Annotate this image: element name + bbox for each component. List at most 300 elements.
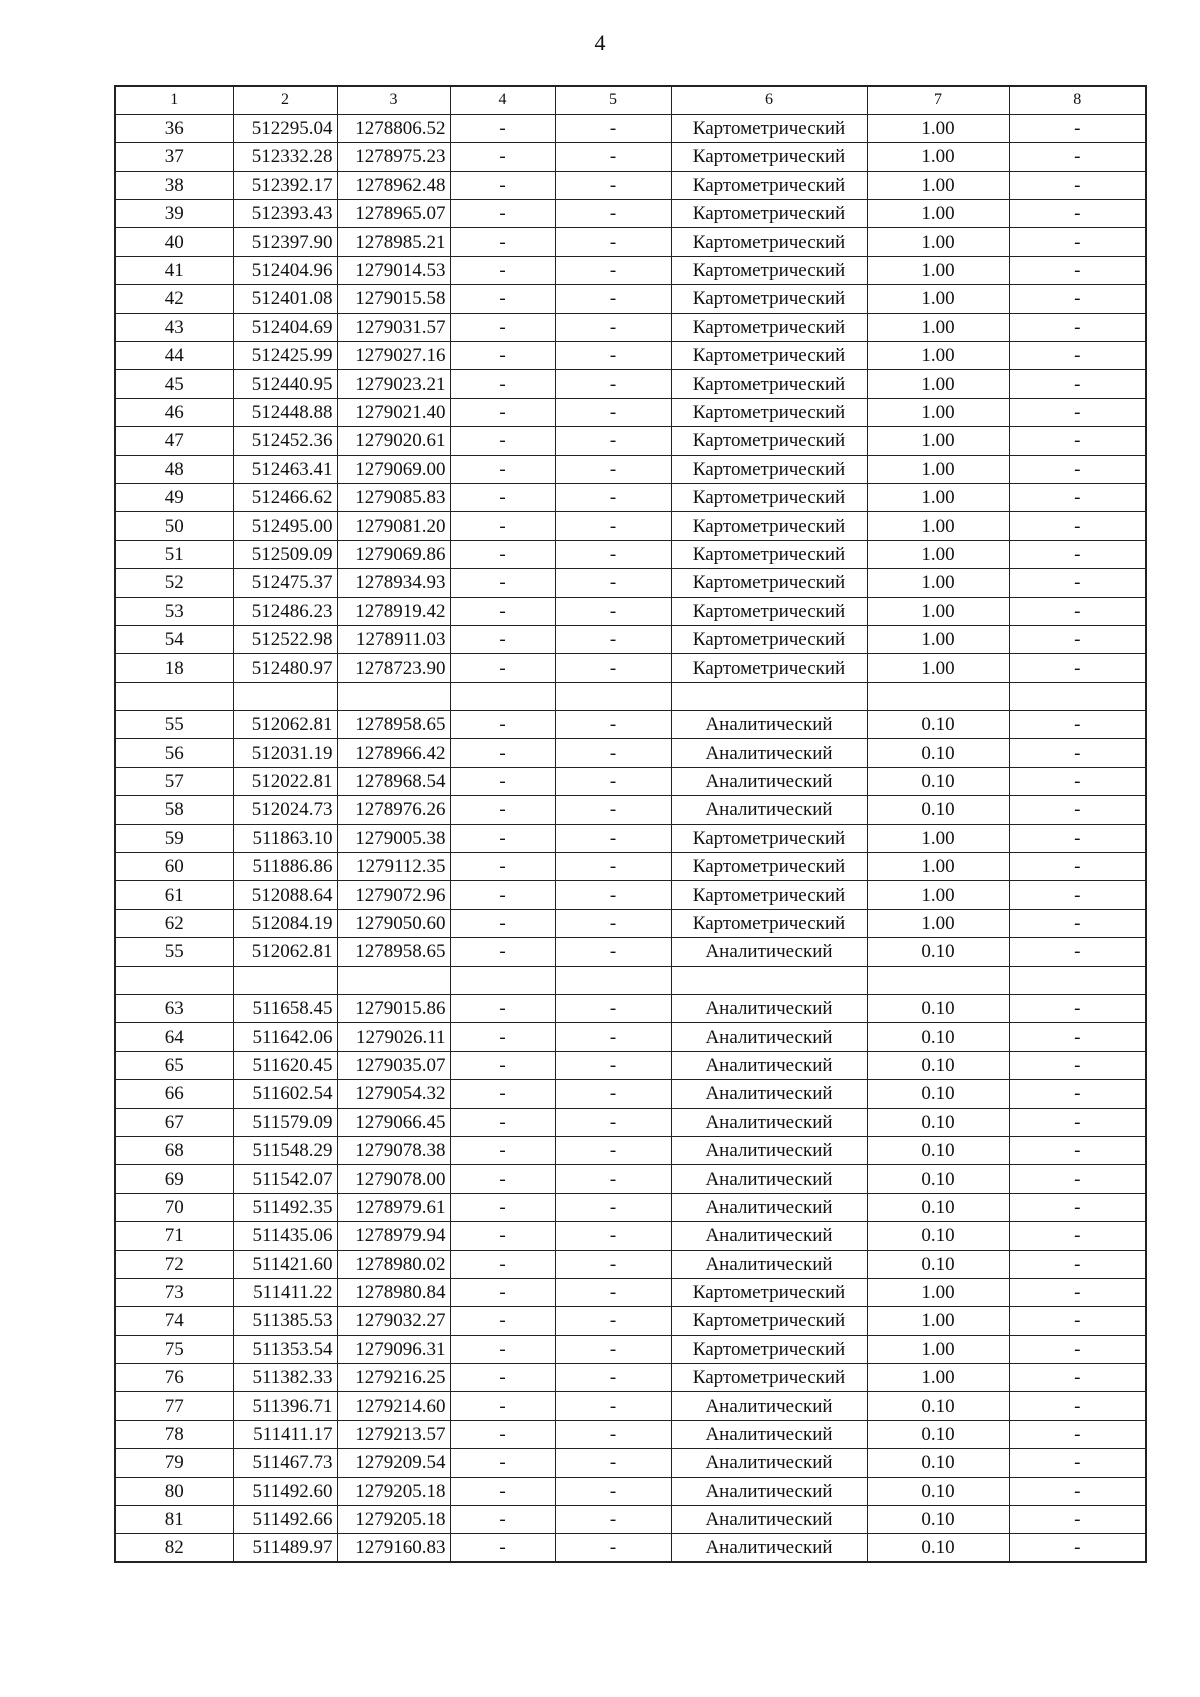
column-5-value-cell: -	[555, 512, 671, 540]
x-coordinate-cell: 512022.81	[233, 767, 337, 795]
method-cell	[671, 966, 867, 994]
column-5-value-cell: -	[555, 370, 671, 398]
x-coordinate-cell: 511382.33	[233, 1364, 337, 1392]
y-coordinate-cell: 1279096.31	[337, 1335, 450, 1363]
point-number-cell: 40	[115, 228, 233, 256]
point-number-cell: 47	[115, 427, 233, 455]
y-coordinate-cell: 1278975.23	[337, 143, 450, 171]
x-coordinate-cell: 511579.09	[233, 1108, 337, 1136]
column-4-value-cell: -	[450, 256, 555, 284]
x-coordinate-cell: 511492.35	[233, 1193, 337, 1221]
column-5-value-cell: -	[555, 1420, 671, 1448]
accuracy-cell: 0.10	[867, 1051, 1009, 1079]
column-8-value-cell: -	[1009, 1364, 1146, 1392]
y-coordinate-cell: 1278976.26	[337, 796, 450, 824]
y-coordinate-cell: 1279078.00	[337, 1165, 450, 1193]
column-5-value-cell	[555, 682, 671, 710]
accuracy-cell: 1.00	[867, 881, 1009, 909]
x-coordinate-cell: 511492.60	[233, 1477, 337, 1505]
column-8-value-cell: -	[1009, 1051, 1146, 1079]
table-row	[115, 540, 1146, 568]
accuracy-cell: 1.00	[867, 569, 1009, 597]
y-coordinate-cell: 1278985.21	[337, 228, 450, 256]
point-number-cell: 75	[115, 1335, 233, 1363]
y-coordinate-cell: 1278958.65	[337, 938, 450, 966]
table-row	[115, 1534, 1146, 1562]
y-coordinate-cell: 1278934.93	[337, 569, 450, 597]
accuracy-cell: 0.10	[867, 1250, 1009, 1278]
method-cell: Картометрический	[671, 171, 867, 199]
x-coordinate-cell: 511863.10	[233, 824, 337, 852]
table-row	[115, 711, 1146, 739]
column-5-value-cell: -	[555, 1051, 671, 1079]
method-cell: Аналитический	[671, 1477, 867, 1505]
point-number-cell: 65	[115, 1051, 233, 1079]
table-row	[115, 1165, 1146, 1193]
column-5-value-cell	[555, 966, 671, 994]
column-header: 4	[450, 86, 555, 114]
accuracy-cell: 0.10	[867, 1023, 1009, 1051]
accuracy-cell: 0.10	[867, 739, 1009, 767]
column-5-value-cell: -	[555, 313, 671, 341]
y-coordinate-cell: 1278919.42	[337, 597, 450, 625]
point-number-cell: 82	[115, 1534, 233, 1562]
page-number: 4	[594, 30, 606, 55]
accuracy-cell	[867, 966, 1009, 994]
column-8-value-cell: -	[1009, 995, 1146, 1023]
y-coordinate-cell: 1279085.83	[337, 483, 450, 511]
point-number-cell: 73	[115, 1278, 233, 1306]
column-8-value-cell: -	[1009, 228, 1146, 256]
column-4-value-cell: -	[450, 1136, 555, 1164]
point-number-cell: 45	[115, 370, 233, 398]
column-8-value-cell: -	[1009, 370, 1146, 398]
column-8-value-cell: -	[1009, 540, 1146, 568]
point-number-cell: 81	[115, 1506, 233, 1534]
accuracy-cell: 1.00	[867, 200, 1009, 228]
y-coordinate-cell: 1279069.86	[337, 540, 450, 568]
point-number-cell: 48	[115, 455, 233, 483]
x-coordinate-cell: 511886.86	[233, 853, 337, 881]
column-5-value-cell: -	[555, 1193, 671, 1221]
column-5-value-cell: -	[555, 739, 671, 767]
table-row	[115, 654, 1146, 682]
column-5-value-cell: -	[555, 597, 671, 625]
y-coordinate-cell: 1278968.54	[337, 767, 450, 795]
y-coordinate-cell: 1279035.07	[337, 1051, 450, 1079]
y-coordinate-cell: 1279216.25	[337, 1364, 450, 1392]
y-coordinate-cell: 1278980.84	[337, 1278, 450, 1306]
method-cell: Аналитический	[671, 796, 867, 824]
table-row	[115, 1449, 1146, 1477]
column-5-value-cell: -	[555, 1108, 671, 1136]
column-5-value-cell: -	[555, 1392, 671, 1420]
column-8-value-cell: -	[1009, 909, 1146, 937]
table-row	[115, 739, 1146, 767]
column-8-value-cell: -	[1009, 739, 1146, 767]
column-8-value-cell: -	[1009, 597, 1146, 625]
accuracy-cell: 0.10	[867, 796, 1009, 824]
column-8-value-cell: -	[1009, 200, 1146, 228]
column-8-value-cell: -	[1009, 1080, 1146, 1108]
point-number-cell: 62	[115, 909, 233, 937]
y-coordinate-cell: 1278979.94	[337, 1222, 450, 1250]
column-5-value-cell: -	[555, 143, 671, 171]
column-4-value-cell: -	[450, 1051, 555, 1079]
table-row	[115, 909, 1146, 937]
x-coordinate-cell: 511492.66	[233, 1506, 337, 1534]
column-4-value-cell: -	[450, 398, 555, 426]
column-5-value-cell: -	[555, 1023, 671, 1051]
point-number-cell: 76	[115, 1364, 233, 1392]
column-4-value-cell: -	[450, 143, 555, 171]
method-cell: Картометрический	[671, 256, 867, 284]
column-5-value-cell: -	[555, 114, 671, 142]
x-coordinate-cell: 512088.64	[233, 881, 337, 909]
point-number-cell: 49	[115, 483, 233, 511]
column-8-value-cell: -	[1009, 1023, 1146, 1051]
y-coordinate-cell: 1279005.38	[337, 824, 450, 852]
y-coordinate-cell: 1279160.83	[337, 1534, 450, 1562]
accuracy-cell: 1.00	[867, 171, 1009, 199]
column-8-value-cell: -	[1009, 1250, 1146, 1278]
x-coordinate-cell: 511385.53	[233, 1307, 337, 1335]
method-cell: Картометрический	[671, 1335, 867, 1363]
column-4-value-cell: -	[450, 853, 555, 881]
table-row	[115, 1278, 1146, 1306]
point-number-cell: 51	[115, 540, 233, 568]
column-4-value-cell: -	[450, 1278, 555, 1306]
point-number-cell: 69	[115, 1165, 233, 1193]
method-cell: Аналитический	[671, 1193, 867, 1221]
table-row	[115, 114, 1146, 142]
column-8-value-cell: -	[1009, 1477, 1146, 1505]
y-coordinate-cell: 1279069.00	[337, 455, 450, 483]
column-4-value-cell: -	[450, 1193, 555, 1221]
column-4-value-cell: -	[450, 1222, 555, 1250]
column-8-value-cell	[1009, 966, 1146, 994]
method-cell: Картометрический	[671, 200, 867, 228]
method-cell: Аналитический	[671, 1506, 867, 1534]
accuracy-cell: 0.10	[867, 1506, 1009, 1534]
column-4-value-cell: -	[450, 200, 555, 228]
accuracy-cell: 0.10	[867, 1080, 1009, 1108]
table-row	[115, 1193, 1146, 1221]
table-row	[115, 427, 1146, 455]
column-4-value-cell: -	[450, 1364, 555, 1392]
method-cell: Аналитический	[671, 1420, 867, 1448]
column-8-value-cell: -	[1009, 427, 1146, 455]
accuracy-cell: 1.00	[867, 398, 1009, 426]
y-coordinate-cell: 1279214.60	[337, 1392, 450, 1420]
table-row	[115, 1392, 1146, 1420]
method-cell: Картометрический	[671, 853, 867, 881]
y-coordinate-cell: 1279050.60	[337, 909, 450, 937]
accuracy-cell: 0.10	[867, 995, 1009, 1023]
table-row	[115, 1420, 1146, 1448]
accuracy-cell: 1.00	[867, 483, 1009, 511]
table-row	[115, 569, 1146, 597]
y-coordinate-cell: 1279015.86	[337, 995, 450, 1023]
column-5-value-cell: -	[555, 228, 671, 256]
accuracy-cell: 1.00	[867, 824, 1009, 852]
accuracy-cell: 1.00	[867, 228, 1009, 256]
point-number-cell: 68	[115, 1136, 233, 1164]
column-5-value-cell: -	[555, 1506, 671, 1534]
method-cell: Аналитический	[671, 1250, 867, 1278]
x-coordinate-cell: 511548.29	[233, 1136, 337, 1164]
column-5-value-cell: -	[555, 1080, 671, 1108]
table-row	[115, 313, 1146, 341]
y-coordinate-cell: 1278966.42	[337, 739, 450, 767]
method-cell: Картометрический	[671, 881, 867, 909]
column-4-value-cell: -	[450, 767, 555, 795]
point-number-cell: 80	[115, 1477, 233, 1505]
method-cell: Картометрический	[671, 625, 867, 653]
column-5-value-cell: -	[555, 455, 671, 483]
point-number-cell	[115, 966, 233, 994]
y-coordinate-cell: 1279081.20	[337, 512, 450, 540]
y-coordinate-cell: 1278965.07	[337, 200, 450, 228]
column-5-value-cell: -	[555, 767, 671, 795]
accuracy-cell: 1.00	[867, 625, 1009, 653]
column-4-value-cell: -	[450, 824, 555, 852]
table-row	[115, 1108, 1146, 1136]
x-coordinate-cell	[233, 682, 337, 710]
column-5-value-cell: -	[555, 1165, 671, 1193]
method-cell: Картометрический	[671, 1278, 867, 1306]
point-number-cell: 66	[115, 1080, 233, 1108]
x-coordinate-cell: 512062.81	[233, 938, 337, 966]
point-number-cell: 72	[115, 1250, 233, 1278]
column-8-value-cell: -	[1009, 1449, 1146, 1477]
accuracy-cell: 1.00	[867, 342, 1009, 370]
column-5-value-cell: -	[555, 1449, 671, 1477]
method-cell: Аналитический	[671, 995, 867, 1023]
y-coordinate-cell	[337, 966, 450, 994]
method-cell: Картометрический	[671, 824, 867, 852]
method-cell: Картометрический	[671, 398, 867, 426]
method-cell: Картометрический	[671, 654, 867, 682]
accuracy-cell: 0.10	[867, 1449, 1009, 1477]
column-8-value-cell: -	[1009, 625, 1146, 653]
column-4-value-cell: -	[450, 540, 555, 568]
point-number-cell: 56	[115, 739, 233, 767]
x-coordinate-cell: 511542.07	[233, 1165, 337, 1193]
column-5-value-cell: -	[555, 1364, 671, 1392]
column-4-value-cell: -	[450, 1165, 555, 1193]
column-4-value-cell	[450, 966, 555, 994]
accuracy-cell: 1.00	[867, 285, 1009, 313]
accuracy-cell: 1.00	[867, 143, 1009, 171]
column-4-value-cell: -	[450, 625, 555, 653]
column-5-value-cell: -	[555, 540, 671, 568]
y-coordinate-cell	[337, 682, 450, 710]
accuracy-cell: 1.00	[867, 256, 1009, 284]
x-coordinate-cell: 511411.22	[233, 1278, 337, 1306]
y-coordinate-cell: 1278911.03	[337, 625, 450, 653]
method-cell: Картометрический	[671, 427, 867, 455]
column-5-value-cell: -	[555, 1534, 671, 1562]
column-8-value-cell: -	[1009, 143, 1146, 171]
method-cell: Картометрический	[671, 597, 867, 625]
point-number-cell: 77	[115, 1392, 233, 1420]
method-cell: Картометрический	[671, 512, 867, 540]
column-4-value-cell: -	[450, 1023, 555, 1051]
table-row	[115, 228, 1146, 256]
method-cell: Аналитический	[671, 711, 867, 739]
table-header-row	[115, 86, 1146, 114]
x-coordinate-cell: 511467.73	[233, 1449, 337, 1477]
y-coordinate-cell: 1279014.53	[337, 256, 450, 284]
column-4-value-cell: -	[450, 1534, 555, 1562]
column-4-value-cell: -	[450, 1335, 555, 1363]
x-coordinate-cell: 512397.90	[233, 228, 337, 256]
y-coordinate-cell: 1279209.54	[337, 1449, 450, 1477]
x-coordinate-cell: 512084.19	[233, 909, 337, 937]
column-8-value-cell: -	[1009, 711, 1146, 739]
x-coordinate-cell: 512509.09	[233, 540, 337, 568]
table-row	[115, 767, 1146, 795]
method-cell: Картометрический	[671, 909, 867, 937]
y-coordinate-cell: 1279054.32	[337, 1080, 450, 1108]
column-4-value-cell: -	[450, 1108, 555, 1136]
point-number-cell: 53	[115, 597, 233, 625]
column-8-value-cell: -	[1009, 398, 1146, 426]
x-coordinate-cell: 511602.54	[233, 1080, 337, 1108]
column-8-value-cell: -	[1009, 342, 1146, 370]
accuracy-cell: 0.10	[867, 711, 1009, 739]
method-cell: Картометрический	[671, 1364, 867, 1392]
column-header: 5	[555, 86, 671, 114]
accuracy-cell: 1.00	[867, 370, 1009, 398]
column-8-value-cell: -	[1009, 1108, 1146, 1136]
x-coordinate-cell: 511620.45	[233, 1051, 337, 1079]
accuracy-cell: 1.00	[867, 455, 1009, 483]
x-coordinate-cell: 512522.98	[233, 625, 337, 653]
x-coordinate-cell: 512295.04	[233, 114, 337, 142]
point-number-cell: 70	[115, 1193, 233, 1221]
column-5-value-cell: -	[555, 200, 671, 228]
table-row	[115, 512, 1146, 540]
column-5-value-cell: -	[555, 285, 671, 313]
y-coordinate-cell: 1279205.18	[337, 1506, 450, 1534]
column-8-value-cell: -	[1009, 824, 1146, 852]
y-coordinate-cell: 1278958.65	[337, 711, 450, 739]
table-row	[115, 256, 1146, 284]
point-number-cell: 37	[115, 143, 233, 171]
column-5-value-cell: -	[555, 569, 671, 597]
x-coordinate-cell: 512475.37	[233, 569, 337, 597]
method-cell: Картометрический	[671, 569, 867, 597]
x-coordinate-cell: 512062.81	[233, 711, 337, 739]
accuracy-cell: 1.00	[867, 114, 1009, 142]
x-coordinate-cell: 512486.23	[233, 597, 337, 625]
x-coordinate-cell: 512404.96	[233, 256, 337, 284]
column-5-value-cell: -	[555, 654, 671, 682]
method-cell: Картометрический	[671, 342, 867, 370]
column-8-value-cell: -	[1009, 256, 1146, 284]
column-header: 7	[867, 86, 1009, 114]
column-4-value-cell: -	[450, 427, 555, 455]
table-row	[115, 682, 1146, 710]
method-cell: Аналитический	[671, 938, 867, 966]
table-row	[115, 1477, 1146, 1505]
table-row	[115, 966, 1146, 994]
column-header: 3	[337, 86, 450, 114]
table-row	[115, 938, 1146, 966]
accuracy-cell: 0.10	[867, 1392, 1009, 1420]
column-8-value-cell: -	[1009, 767, 1146, 795]
point-number-cell: 18	[115, 654, 233, 682]
column-4-value-cell: -	[450, 1506, 555, 1534]
x-coordinate-cell: 511435.06	[233, 1222, 337, 1250]
method-cell: Аналитический	[671, 1449, 867, 1477]
table-row	[115, 1051, 1146, 1079]
table-row	[115, 143, 1146, 171]
table-row	[115, 285, 1146, 313]
method-cell: Аналитический	[671, 1023, 867, 1051]
table-row	[115, 1080, 1146, 1108]
column-4-value-cell: -	[450, 881, 555, 909]
method-cell: Аналитический	[671, 1392, 867, 1420]
accuracy-cell: 1.00	[867, 1307, 1009, 1335]
method-cell: Аналитический	[671, 1136, 867, 1164]
point-number-cell: 63	[115, 995, 233, 1023]
x-coordinate-cell: 511411.17	[233, 1420, 337, 1448]
y-coordinate-cell: 1279023.21	[337, 370, 450, 398]
method-cell: Картометрический	[671, 455, 867, 483]
y-coordinate-cell: 1279066.45	[337, 1108, 450, 1136]
column-8-value-cell: -	[1009, 285, 1146, 313]
x-coordinate-cell: 511396.71	[233, 1392, 337, 1420]
method-cell: Аналитический	[671, 1051, 867, 1079]
y-coordinate-cell: 1279031.57	[337, 313, 450, 341]
y-coordinate-cell: 1279015.58	[337, 285, 450, 313]
x-coordinate-cell: 512393.43	[233, 200, 337, 228]
point-number-cell: 57	[115, 767, 233, 795]
table-row	[115, 1364, 1146, 1392]
method-cell: Картометрический	[671, 313, 867, 341]
point-number-cell: 61	[115, 881, 233, 909]
column-4-value-cell: -	[450, 938, 555, 966]
y-coordinate-cell: 1279205.18	[337, 1477, 450, 1505]
method-cell: Аналитический	[671, 1080, 867, 1108]
method-cell: Аналитический	[671, 1165, 867, 1193]
column-8-value-cell: -	[1009, 1307, 1146, 1335]
column-header: 8	[1009, 86, 1146, 114]
table-row	[115, 625, 1146, 653]
method-cell: Аналитический	[671, 739, 867, 767]
x-coordinate-cell: 511642.06	[233, 1023, 337, 1051]
column-4-value-cell: -	[450, 285, 555, 313]
x-coordinate-cell: 511658.45	[233, 995, 337, 1023]
column-8-value-cell: -	[1009, 569, 1146, 597]
accuracy-cell	[867, 682, 1009, 710]
column-4-value-cell: -	[450, 909, 555, 937]
column-4-value-cell: -	[450, 654, 555, 682]
column-4-value-cell: -	[450, 711, 555, 739]
point-number-cell: 44	[115, 342, 233, 370]
accuracy-cell: 1.00	[867, 1335, 1009, 1363]
column-5-value-cell: -	[555, 427, 671, 455]
x-coordinate-cell: 512440.95	[233, 370, 337, 398]
column-8-value-cell: -	[1009, 938, 1146, 966]
accuracy-cell: 0.10	[867, 1165, 1009, 1193]
method-cell: Картометрический	[671, 114, 867, 142]
column-4-value-cell: -	[450, 569, 555, 597]
column-8-value-cell: -	[1009, 1165, 1146, 1193]
